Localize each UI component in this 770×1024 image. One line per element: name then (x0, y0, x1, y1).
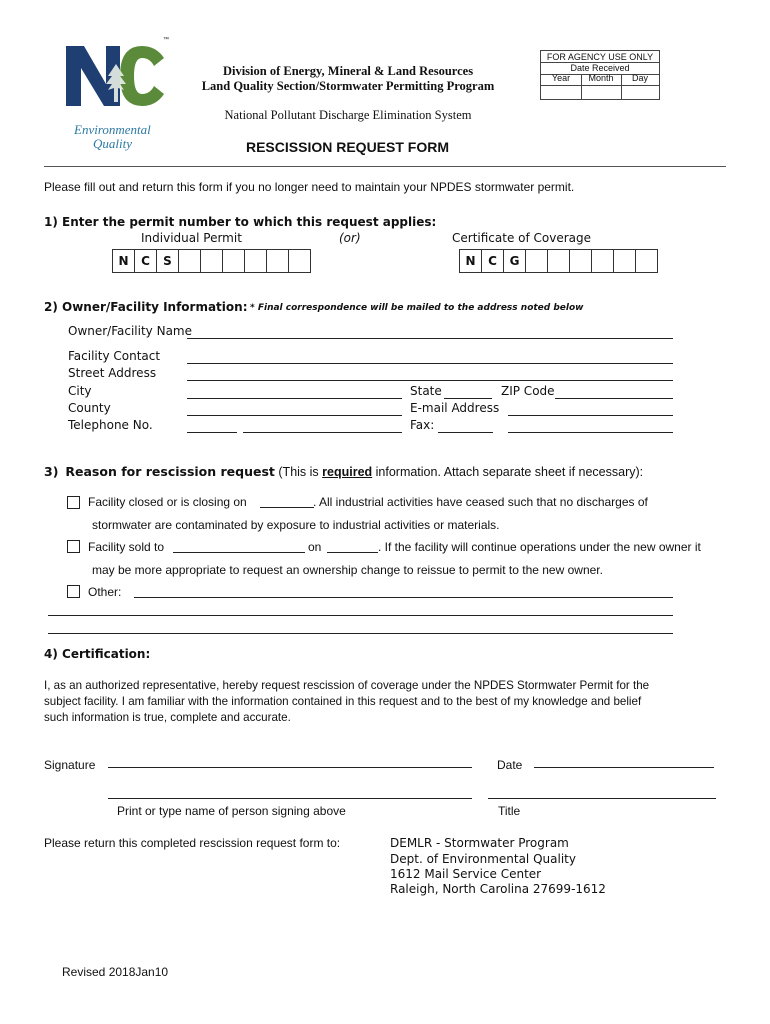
permit-box[interactable] (179, 250, 201, 272)
section-name: Land Quality Section/Stormwater Permitting Program (201, 79, 495, 93)
other-reason-line-1[interactable] (134, 597, 673, 598)
option-other-label: Other: (88, 585, 122, 599)
return-instructions: Please return this completed rescission request form to: (44, 836, 341, 850)
coc-boxes[interactable] (459, 249, 658, 273)
permit-box[interactable]: S (157, 250, 179, 272)
logo-tagline-quality: Quality (93, 136, 132, 151)
option-closed-text-a: Facility closed or is closing on (88, 495, 247, 509)
division-name: Division of Energy, Mineral & Land Resources (222, 64, 474, 78)
city-label: City (68, 384, 92, 398)
logo-tagline-environmental: Environmental (74, 122, 151, 137)
sold-date-field[interactable] (327, 552, 378, 553)
permit-box[interactable] (201, 250, 223, 272)
coc-box[interactable] (592, 250, 614, 272)
closed-date-field[interactable] (260, 507, 314, 508)
date-received-label: Date Received (570, 63, 630, 73)
certification-line-3: such information is true, complete and accurate. (44, 711, 291, 724)
coc-box[interactable]: C (482, 250, 504, 272)
revision-date: Revised 2018Jan10 (62, 965, 169, 979)
individual-permit-boxes[interactable] (112, 249, 311, 273)
title-field[interactable] (488, 798, 716, 799)
section1-heading: 1) Enter the permit number to which this request applies: (44, 215, 437, 229)
npdes-title: National Pollutant Discharge Elimination System (224, 108, 472, 122)
or-label: (or) (339, 231, 361, 245)
sold-to-field[interactable] (173, 552, 305, 553)
correspondence-note: * Final correspondence will be mailed to the address noted below (250, 303, 584, 313)
fax-extra-field[interactable] (508, 432, 673, 433)
fax-label: Fax: (410, 418, 435, 432)
individual-permit-label: Individual Permit (141, 231, 242, 245)
option-closed-text-b: . All industrial activities have ceased such that no discharges of (313, 495, 648, 509)
permit-box[interactable]: C (135, 250, 157, 272)
title-label: Title (498, 804, 521, 818)
option-sold-continued: may be more appropriate to request an ownership change to reissue to permit to the new owner. (92, 563, 603, 577)
return-address-line-4: Raleigh, North Carolina 27699-1612 (390, 882, 606, 896)
option-sold-text-b: . If the facility will continue operations under the new owner it (378, 540, 701, 554)
coc-box[interactable]: N (460, 250, 482, 272)
printed-name-label: Print or type name of person signing above (117, 804, 346, 818)
coc-box[interactable] (548, 250, 570, 272)
coc-box[interactable] (614, 250, 636, 272)
fax-field[interactable] (438, 432, 493, 433)
coc-box[interactable] (526, 250, 548, 272)
section3-title: Reason for rescission request (65, 464, 275, 479)
street-address-field[interactable] (187, 380, 673, 381)
option-sold-on: on (308, 540, 322, 554)
telephone-field[interactable] (243, 432, 402, 433)
intro-text: Please fill out and return this form if you no longer need to maintain your NPDES stormwater permit. (44, 180, 575, 194)
section3-paren-a: (This is (278, 465, 323, 479)
permit-box[interactable] (289, 250, 310, 272)
signature-label: Signature (44, 758, 96, 772)
county-field[interactable] (187, 415, 402, 416)
agency-use-box (540, 50, 660, 100)
street-address-label: Street Address (68, 366, 157, 380)
zip-label: ZIP Code (501, 384, 555, 398)
month-label: Month (588, 73, 614, 83)
city-field[interactable] (187, 398, 402, 399)
telephone-label: Telephone No. (68, 418, 153, 432)
agency-box-title: FOR AGENCY USE ONLY (546, 52, 654, 62)
other-reason-line-3[interactable] (48, 633, 673, 634)
title-divider (44, 166, 726, 167)
section3-paren-b: information. Attach separate sheet if necessary): (372, 465, 644, 479)
date-label: Date (497, 758, 523, 772)
certification-line-1: I, as an authorized representative, hereby request rescission of coverage under the NPDES Stormwater Permit for the (44, 679, 650, 692)
coc-label: Certificate of Coverage (452, 231, 592, 245)
date-field[interactable] (534, 767, 714, 768)
section2-heading: 2) Owner/Facility Information: (44, 300, 248, 314)
permit-box[interactable]: N (113, 250, 135, 272)
email-field[interactable] (508, 415, 673, 416)
owner-name-field[interactable] (187, 338, 673, 339)
facility-sold-checkbox[interactable] (67, 540, 80, 553)
facility-closed-checkbox[interactable] (67, 496, 80, 509)
form-title: RESCISSION REQUEST FORM (245, 139, 450, 155)
permit-box[interactable] (267, 250, 289, 272)
return-address-line-1: DEMLR - Stormwater Program (390, 836, 569, 850)
certification-line-2: subject facility. I am familiar with the information contained in this request and to the best of my knowledge and belief (44, 695, 642, 708)
owner-name-label: Owner/Facility Name (68, 324, 193, 338)
trademark: ™ (163, 37, 169, 43)
state-label: State (410, 384, 442, 398)
option-sold-text-a: Facility sold to (88, 540, 165, 554)
section4-heading: 4) Certification: (44, 647, 151, 661)
section3-heading (44, 464, 643, 479)
email-label: E-mail Address (410, 401, 500, 415)
county-label: County (68, 401, 111, 415)
zip-field[interactable] (555, 398, 673, 399)
area-code-field[interactable] (187, 432, 237, 433)
printed-name-field[interactable] (108, 798, 472, 799)
coc-box[interactable] (636, 250, 657, 272)
coc-box[interactable] (570, 250, 592, 272)
required-word: required (322, 465, 373, 479)
permit-box[interactable] (223, 250, 245, 272)
year-label: Year (551, 73, 571, 83)
day-label: Day (631, 73, 648, 83)
option-closed-continued: stormwater are contaminated by exposure to industrial activities or materials. (92, 518, 500, 532)
return-address-line-3: 1612 Mail Service Center (390, 867, 542, 881)
permit-box[interactable] (245, 250, 267, 272)
other-checkbox[interactable] (67, 585, 80, 598)
signature-field[interactable] (108, 767, 472, 768)
section3-number: 3) (44, 464, 59, 479)
other-reason-line-2[interactable] (48, 615, 673, 616)
coc-box[interactable]: G (504, 250, 526, 272)
facility-contact-field[interactable] (187, 363, 673, 364)
facility-contact-label: Facility Contact (68, 349, 161, 363)
return-address-line-2: Dept. of Environmental Quality (390, 852, 576, 866)
state-field[interactable] (444, 398, 492, 399)
